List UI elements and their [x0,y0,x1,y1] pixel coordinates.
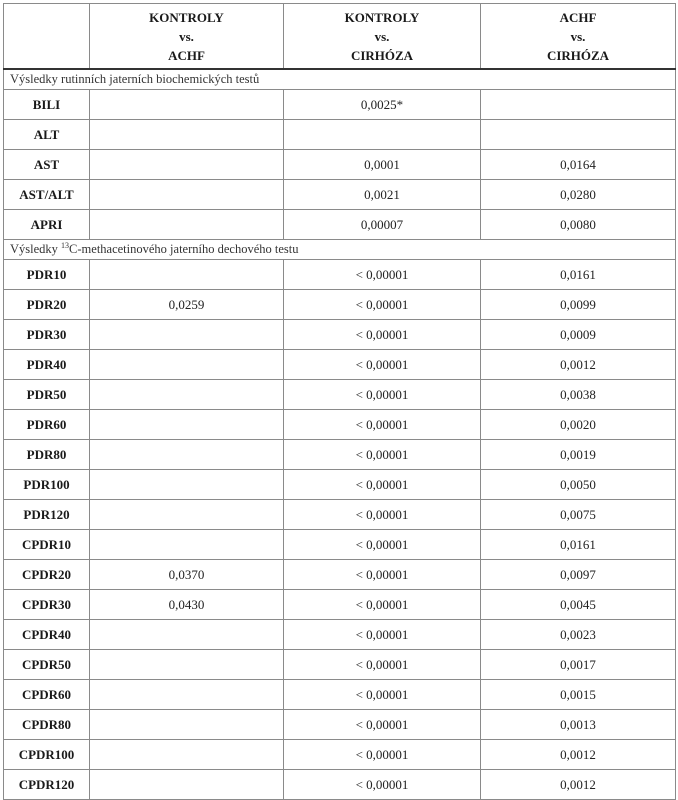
cell-kontroly-cirhoza: 0,0001 [284,150,481,180]
cell-kontroly-cirhoza: < 0,00001 [284,590,481,620]
cell-kontroly-achf [90,90,284,120]
cell-kontroly-achf [90,120,284,150]
cell-kontroly-achf: 0,0430 [90,590,284,620]
row-label: PDR40 [4,350,90,380]
cell-kontroly-cirhoza: < 0,00001 [284,500,481,530]
cell-kontroly-achf [90,620,284,650]
cell-kontroly-cirhoza: < 0,00001 [284,350,481,380]
table-row [4,740,676,770]
section-row [4,69,676,90]
cell-kontroly-achf [90,440,284,470]
section-title-prefix: Výsledky [10,242,62,256]
cell-achf-cirhoza: 0,0075 [481,500,676,530]
header-text: ACHF [559,9,597,25]
cell-kontroly-cirhoza: < 0,00001 [284,620,481,650]
row-label: AST [4,150,90,180]
table-row [4,90,676,120]
cell-kontroly-cirhoza: < 0,00001 [284,290,481,320]
cell-kontroly-cirhoza: < 0,00001 [284,440,481,470]
cell-kontroly-achf [90,150,284,180]
section-title-superscript: 13 [61,240,70,250]
header-empty-cell [4,4,90,70]
row-label: CPDR20 [4,560,90,590]
row-label: CPDR80 [4,710,90,740]
section-title [4,240,676,260]
row-label: CPDR100 [4,740,90,770]
table-row [4,150,676,180]
row-label: CPDR50 [4,650,90,680]
table-row [4,210,676,240]
cell-kontroly-achf [90,410,284,440]
cell-achf-cirhoza: 0,0161 [481,530,676,560]
table-row [4,180,676,210]
section-title-suffix: C-methacetinového jaterního dechového testu [69,242,299,256]
table-row [4,680,676,710]
cell-kontroly-cirhoza: < 0,00001 [284,710,481,740]
table-row [4,380,676,410]
table-row [4,650,676,680]
cell-kontroly-achf: 0,0370 [90,560,284,590]
cell-achf-cirhoza: 0,0012 [481,350,676,380]
cell-achf-cirhoza: 0,0050 [481,470,676,500]
header-achf-vs-cirhoza [481,4,676,70]
cell-achf-cirhoza: 0,0280 [481,180,676,210]
row-label: CPDR40 [4,620,90,650]
cell-kontroly-cirhoza: < 0,00001 [284,260,481,290]
cell-achf-cirhoza: 0,0012 [481,770,676,800]
row-label: PDR120 [4,500,90,530]
table-row [4,770,676,800]
row-label: CPDR60 [4,680,90,710]
table-row [4,290,676,320]
cell-kontroly-achf [90,470,284,500]
cell-kontroly-achf: 0,0259 [90,290,284,320]
row-label: CPDR30 [4,590,90,620]
cell-achf-cirhoza: 0,0012 [481,740,676,770]
row-label: PDR80 [4,440,90,470]
cell-kontroly-achf [90,680,284,710]
header-text: CIRHÓZA [546,47,610,63]
cell-kontroly-cirhoza: < 0,00001 [284,770,481,800]
cell-kontroly-achf [90,500,284,530]
cell-kontroly-cirhoza: < 0,00001 [284,320,481,350]
row-label: CPDR120 [4,770,90,800]
cell-achf-cirhoza: 0,0045 [481,590,676,620]
cell-kontroly-cirhoza: 0,00007 [284,210,481,240]
cell-kontroly-cirhoza: < 0,00001 [284,650,481,680]
cell-achf-cirhoza: 0,0015 [481,680,676,710]
cell-kontroly-cirhoza: < 0,00001 [284,530,481,560]
table-row [4,440,676,470]
section-title: Výsledky rutinních jaterních biochemických testů [4,69,676,90]
cell-achf-cirhoza: 0,0080 [481,210,676,240]
table-row [4,590,676,620]
cell-kontroly-cirhoza [284,120,481,150]
header-text: CIRHÓZA [350,47,414,63]
results-table [3,3,676,800]
header-row [4,4,676,70]
cell-kontroly-achf [90,530,284,560]
cell-achf-cirhoza: 0,0013 [481,710,676,740]
table-row [4,410,676,440]
cell-kontroly-cirhoza: < 0,00001 [284,380,481,410]
cell-kontroly-achf [90,740,284,770]
cell-kontroly-cirhoza: < 0,00001 [284,560,481,590]
cell-kontroly-cirhoza: < 0,00001 [284,470,481,500]
cell-achf-cirhoza: 0,0097 [481,560,676,590]
row-label: APRI [4,210,90,240]
header-text: vs. [179,28,194,44]
header-text: ACHF [168,47,205,63]
table-row [4,530,676,560]
cell-kontroly-achf [90,320,284,350]
header-text: KONTROLY [149,9,224,25]
cell-kontroly-achf [90,350,284,380]
cell-kontroly-achf [90,180,284,210]
cell-kontroly-cirhoza: < 0,00001 [284,680,481,710]
cell-achf-cirhoza: 0,0020 [481,410,676,440]
header-text: vs. [374,28,390,44]
table-row [4,260,676,290]
cell-kontroly-cirhoza: < 0,00001 [284,740,481,770]
cell-kontroly-cirhoza: 0,0021 [284,180,481,210]
table-row [4,120,676,150]
cell-achf-cirhoza: 0,0023 [481,620,676,650]
section-row [4,240,676,260]
cell-achf-cirhoza: 0,0019 [481,440,676,470]
row-label: PDR10 [4,260,90,290]
row-label: CPDR10 [4,530,90,560]
row-label: ALT [4,120,90,150]
row-label: AST/ALT [4,180,90,210]
table-row [4,320,676,350]
table-row [4,470,676,500]
header-kontroly-vs-cirhoza [284,4,481,70]
row-label: PDR100 [4,470,90,500]
table-row [4,560,676,590]
cell-kontroly-cirhoza: 0,0025* [284,90,481,120]
header-text: vs. [570,28,586,44]
cell-achf-cirhoza: 0,0099 [481,290,676,320]
table-row [4,500,676,530]
cell-achf-cirhoza: 0,0164 [481,150,676,180]
table-row [4,620,676,650]
cell-achf-cirhoza: 0,0009 [481,320,676,350]
cell-kontroly-achf [90,380,284,410]
cell-kontroly-achf [90,650,284,680]
cell-achf-cirhoza: 0,0038 [481,380,676,410]
cell-achf-cirhoza [481,120,676,150]
table-row [4,350,676,380]
cell-kontroly-achf [90,770,284,800]
row-label: BILI [4,90,90,120]
cell-achf-cirhoza: 0,0017 [481,650,676,680]
cell-kontroly-achf [90,710,284,740]
cell-achf-cirhoza: 0,0161 [481,260,676,290]
cell-achf-cirhoza [481,90,676,120]
cell-kontroly-cirhoza: < 0,00001 [284,410,481,440]
table-row [4,710,676,740]
row-label: PDR20 [4,290,90,320]
row-label: PDR30 [4,320,90,350]
header-kontroly-vs-achf [90,4,284,70]
header-text: KONTROLY [344,9,420,25]
cell-kontroly-achf [90,260,284,290]
row-label: PDR50 [4,380,90,410]
cell-kontroly-achf [90,210,284,240]
row-label: PDR60 [4,410,90,440]
